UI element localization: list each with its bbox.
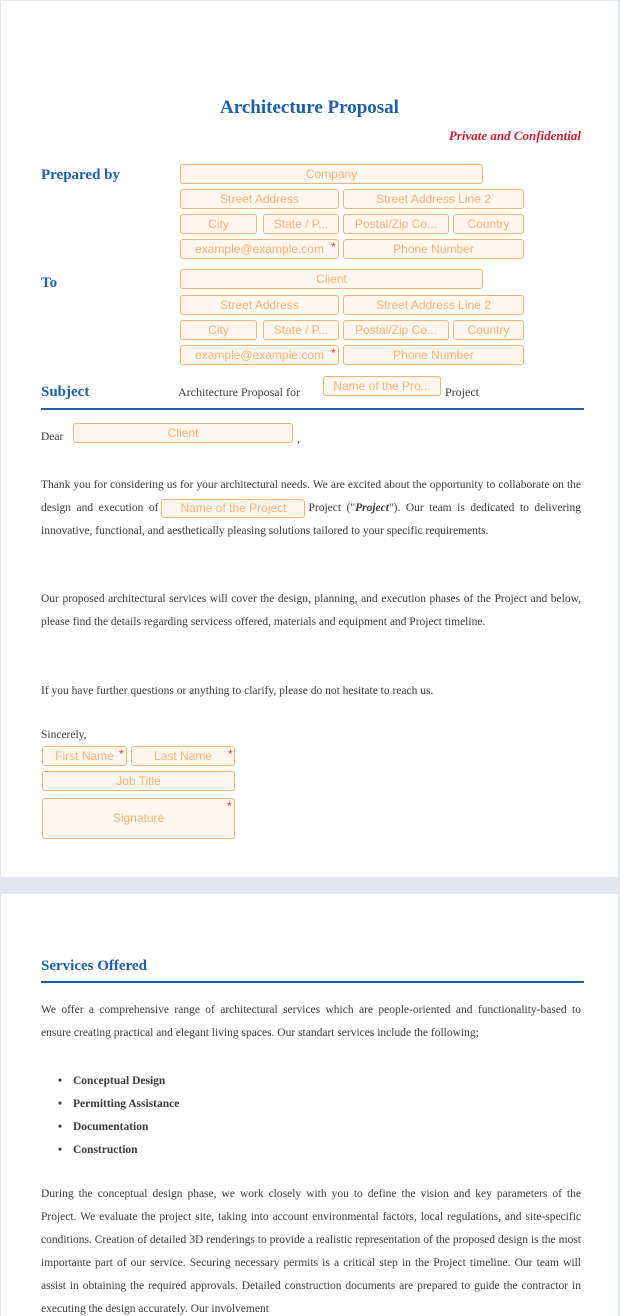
subject-label: Subject	[41, 384, 90, 400]
subject-divider	[41, 408, 584, 410]
services-details: During the conceptual design phase, we work closely with you to define the vision and key parameters of the Project. We evaluate the project site, taking into account environmental factors, local regulations, and site-specific conditions. Creation of detailed 3D renderings to provide a realistic representation of the proposed design is the most importante part of our service. Securing necessary permits is a critical step in the Project timeline. Our team will assist in obtaining the required approvals. Detailed construction documents are prepared to guide the contractor in executing the design accurately. Our involvement	[41, 1188, 581, 1315]
sincerely-text: Sincerely,	[41, 729, 87, 741]
required-marker: *	[119, 747, 124, 761]
to-email-field[interactable]: example@example.com	[180, 345, 339, 365]
services-divider	[41, 981, 584, 983]
prepared-by-email-field[interactable]: example@example.com	[180, 239, 339, 259]
dear-comma: ,	[297, 431, 300, 445]
intro-text-a: Thank you for considering us for your architectural needs. We are excited about the opportunity to collaborate on the design and execution of	[41, 479, 581, 514]
services-intro: We offer a comprehensive range of architectural services which are people-oriented and functionality-based to ensure creating practical and elegant living spaces. Our standart services include the following;	[41, 1004, 581, 1039]
subject-project-field[interactable]: Name of the Pro...	[323, 376, 441, 396]
required-marker: *	[227, 799, 232, 813]
prepared-by-state-field[interactable]: State / P...	[263, 214, 339, 234]
first-name-field[interactable]: First Name	[42, 746, 127, 766]
prepared-by-company-field[interactable]: Company	[180, 164, 483, 184]
to-city-field[interactable]: City	[180, 320, 257, 340]
required-marker: *	[228, 747, 233, 761]
intro-project-field[interactable]: Name of the Project	[161, 499, 305, 518]
document-page-2	[1, 894, 618, 1316]
to-label: To	[41, 275, 58, 291]
intro-text-c: "). Our team is dedicated to delivering innovative, functional, and aesthetically pleasing solutions tailored to your specific requirements.	[41, 502, 581, 537]
list-item: • Permitting Assistance	[58, 1093, 179, 1116]
services-heading: Services Offered	[41, 958, 147, 974]
list-item: • Construction	[58, 1139, 179, 1162]
to-street-field[interactable]: Street Address	[180, 295, 339, 315]
to-state-field[interactable]: State / P...	[263, 320, 339, 340]
last-name-field[interactable]: Last Name	[131, 746, 235, 766]
prepared-by-phone-field[interactable]: Phone Number	[343, 239, 524, 259]
dear-text: Dear	[41, 431, 64, 443]
intro-text-b: Project ("	[308, 502, 356, 514]
services-list	[58, 1070, 179, 1162]
to-phone-field[interactable]: Phone Number	[343, 345, 524, 365]
job-title-field[interactable]: Job Title	[42, 771, 235, 791]
project-term: Project	[355, 502, 389, 514]
signature-field[interactable]: Signature	[42, 798, 235, 839]
prepared-by-country-field[interactable]: Country	[453, 214, 524, 234]
contact-paragraph: If you have further questions or anything to clarify, please do not hesitate to reach us.	[41, 685, 434, 697]
prepared-by-street-field[interactable]: Street Address	[180, 189, 339, 209]
required-marker: *	[331, 240, 336, 254]
subject-prefix: Architecture Proposal for	[178, 385, 300, 399]
to-country-field[interactable]: Country	[453, 320, 524, 340]
prepared-by-city-field[interactable]: City	[180, 214, 257, 234]
services-paragraph: Our proposed architectural services will cover the design, planning, and execution phases of the Project and below, please find the details regarding servicess offered, materials and equipment and Project timeline.	[41, 593, 581, 628]
required-marker: *	[331, 346, 336, 360]
list-item: • Documentation	[58, 1116, 179, 1139]
dear-client-field[interactable]: Client	[73, 423, 293, 443]
document-title: Architecture Proposal	[220, 97, 399, 118]
to-client-field[interactable]: Client	[180, 269, 483, 289]
confidential-note: Private and Confidential	[448, 128, 581, 143]
prepared-by-street2-field[interactable]: Street Address Line 2	[343, 189, 524, 209]
to-postal-field[interactable]: Postal/Zip Co...	[343, 320, 449, 340]
prepared-by-postal-field[interactable]: Postal/Zip Co...	[343, 214, 449, 234]
subject-suffix: Project	[445, 385, 479, 399]
prepared-by-label: Prepared by	[41, 167, 121, 183]
document-page-1	[1, 1, 618, 877]
to-street2-field[interactable]: Street Address Line 2	[343, 295, 524, 315]
intro-paragraph	[41, 474, 581, 543]
list-item: • Conceptual Design	[58, 1070, 179, 1093]
